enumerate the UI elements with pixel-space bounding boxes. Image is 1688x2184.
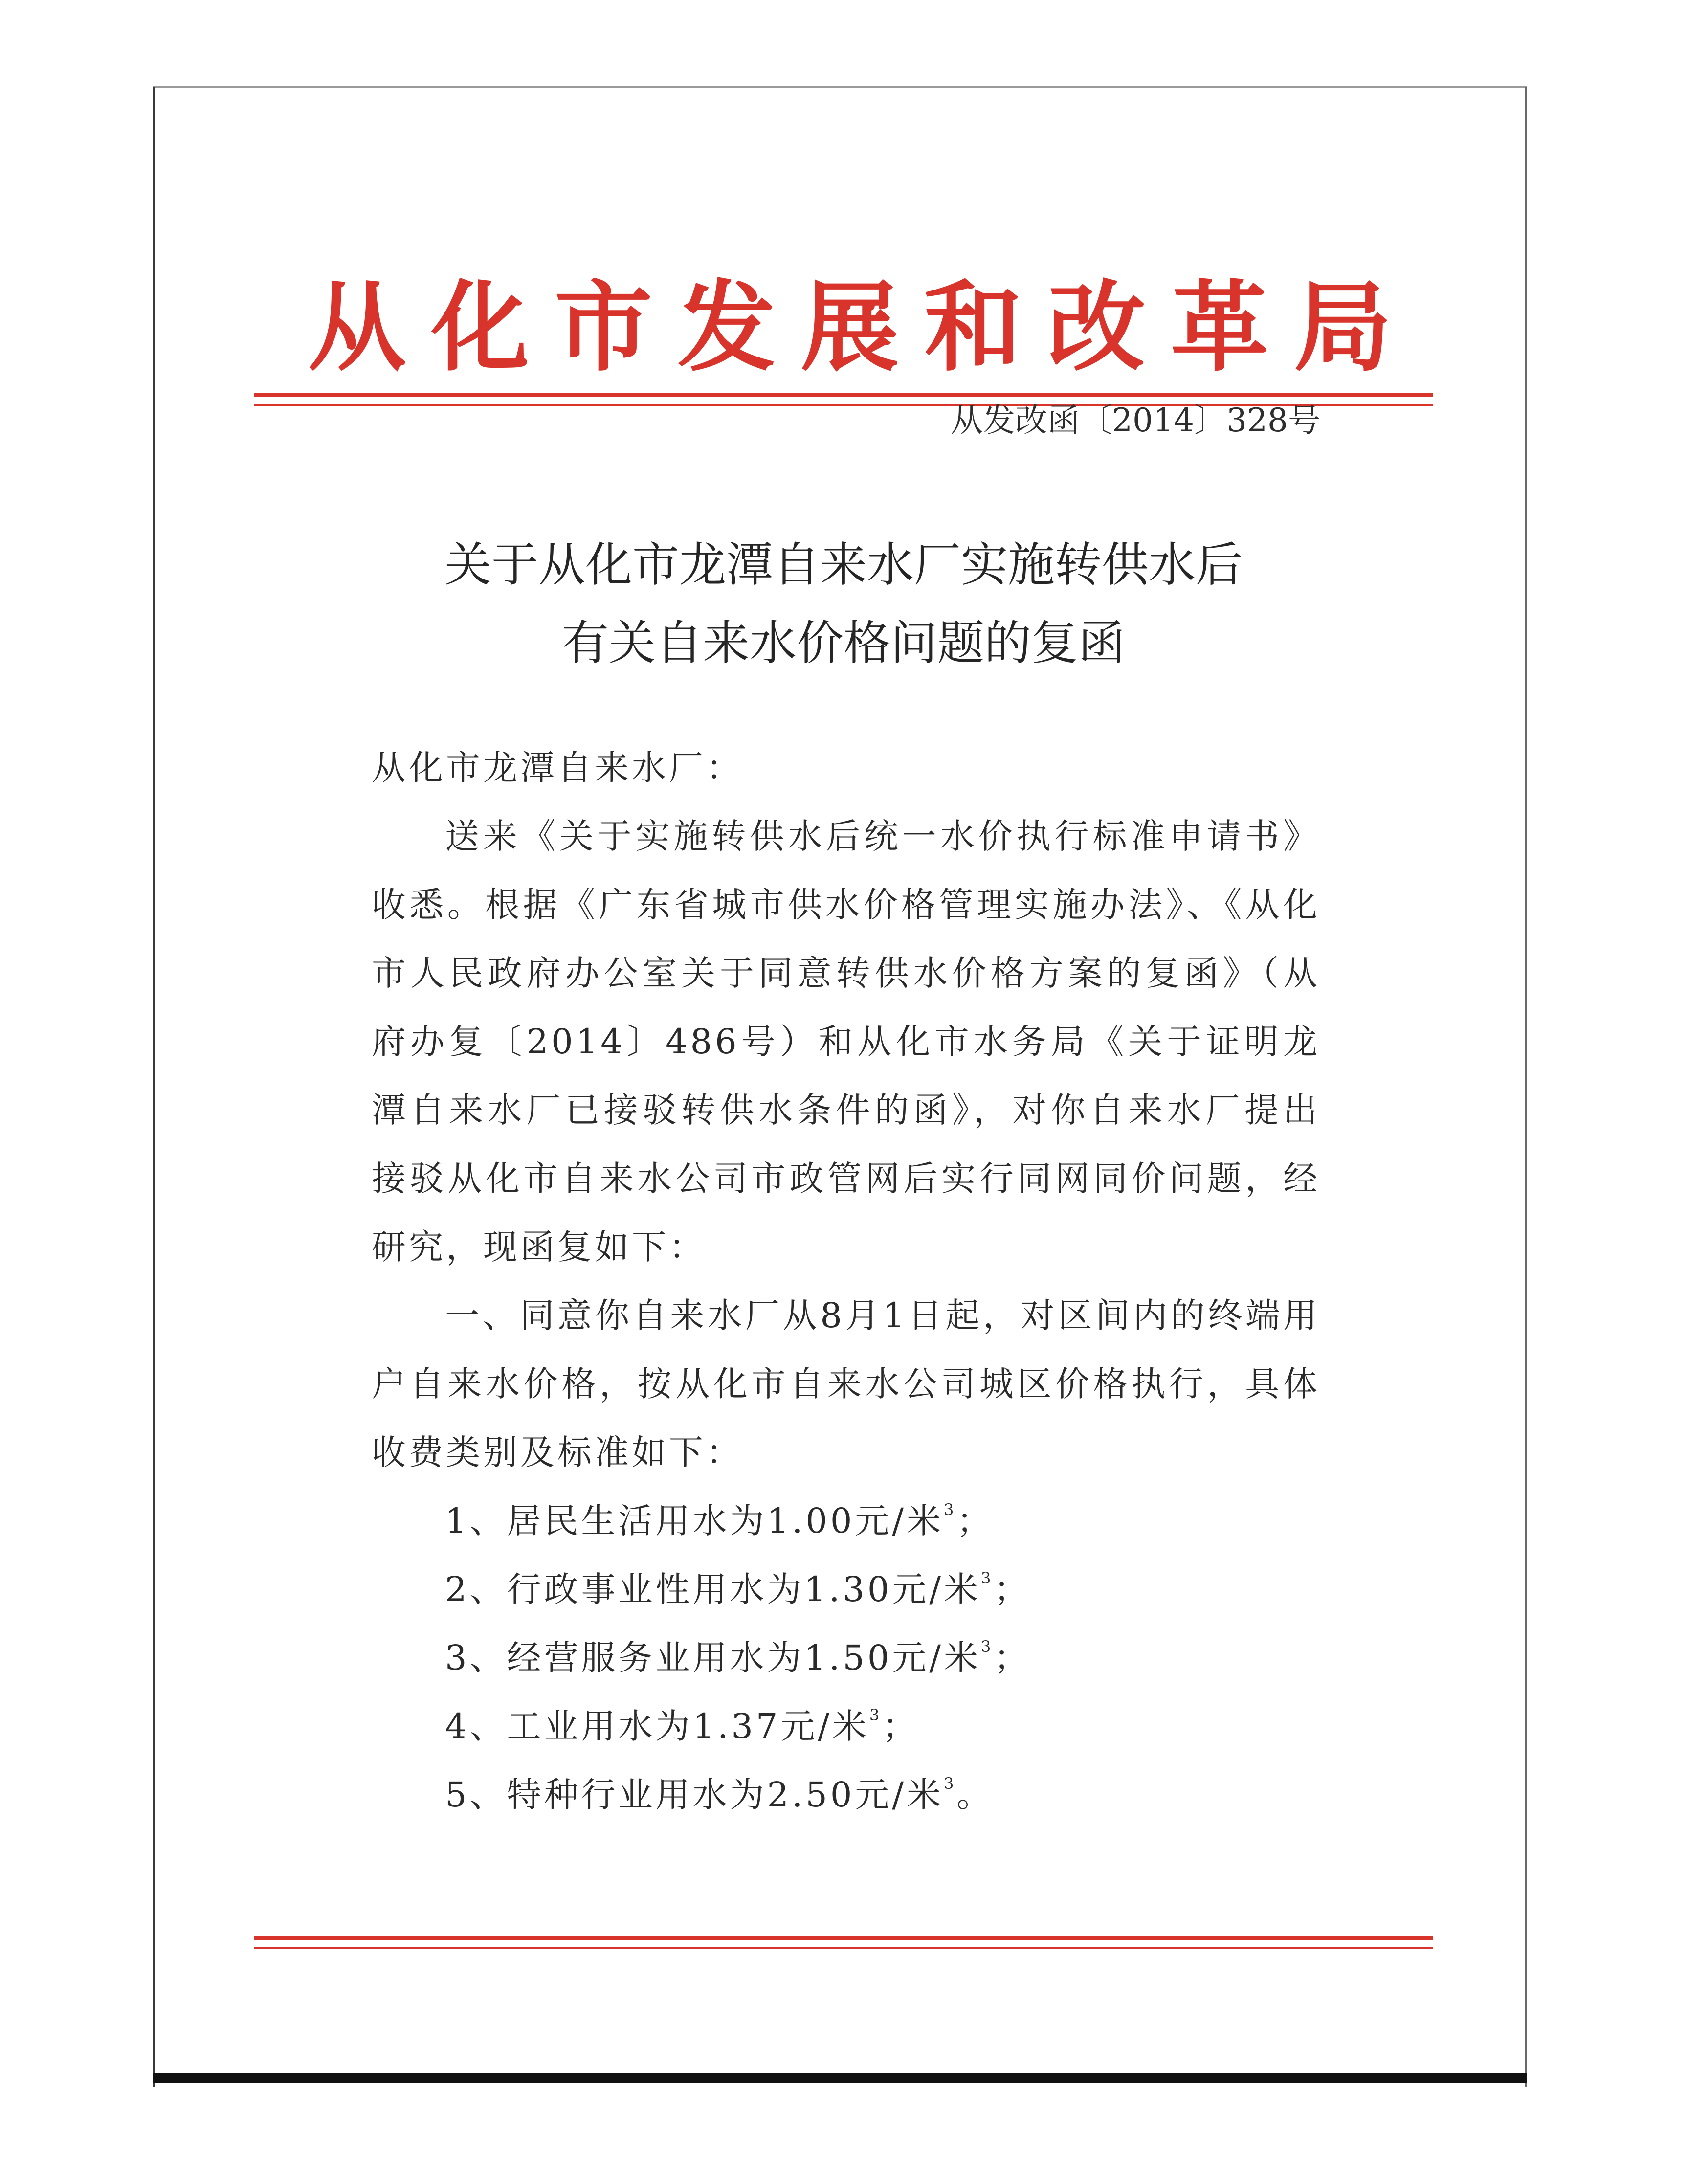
scan-edge-bottom	[153, 2073, 1527, 2083]
letterhead-rule-thick	[254, 393, 1433, 397]
price-item	[372, 1555, 1320, 1624]
footer-rule-thin	[254, 1947, 1433, 1949]
price-item	[372, 1487, 1320, 1555]
price-item	[372, 1624, 1320, 1692]
letter-body	[372, 734, 1320, 1829]
footer-rule-thick	[254, 1936, 1433, 1940]
price-item-exponent: 3	[943, 1774, 957, 1793]
document-number: 从发改函〔2014〕328号	[951, 401, 1320, 439]
scan-edge-left	[153, 87, 155, 2087]
price-item-end: ；	[956, 1501, 994, 1541]
price-item-end: 。	[956, 1775, 994, 1815]
price-item-exponent: 3	[980, 1637, 994, 1656]
price-item	[372, 1692, 1320, 1761]
item-one-paragraph: 一、同意你自来水厂从8月1日起，对区间内的终端用户自来水价格，按从化市自来水公司城区价格执行，具体收费类别及标准如下：	[372, 1295, 1320, 1472]
price-item-text: 3、经营服务业用水为1.50元/米	[445, 1638, 981, 1678]
price-item-end: ；	[882, 1706, 920, 1746]
price-item-end: ；	[994, 1638, 1031, 1678]
document-title	[274, 526, 1413, 682]
document-title-line-1: 关于从化市龙潭自来水厂实施转供水后	[444, 537, 1243, 592]
scan-edge-right	[1525, 87, 1527, 2087]
issuer-letterhead: 从化市发展和改革局	[308, 270, 1418, 385]
price-item-exponent: 3	[943, 1500, 957, 1519]
price-item-text: 2、行政事业性用水为1.30元/米	[445, 1569, 981, 1609]
price-item-exponent: 3	[980, 1569, 994, 1587]
intro-paragraph: 送来《关于实施转供水后统一水价执行标准申请书》收悉。根据《广东省城市供水价格管理实施办法》、《从化市人民政府办公室关于同意转供水价格方案的复函》（从府办复〔2014〕486号）和从化市水务局《关于证明龙潭自来水厂已接驳转供水条件的函》，对你自来水厂提出接驳从化市自来水公司市政管网后实行同网同价问题，经研究，现函复如下：	[372, 816, 1320, 1267]
price-item	[372, 1761, 1320, 1829]
price-item-exponent: 3	[869, 1706, 883, 1724]
scan-edge-top	[153, 86, 1527, 88]
price-item-text: 5、特种行业用水为2.50元/米	[445, 1775, 944, 1815]
document-title-line-2: 有关自来水价格问题的复函	[562, 616, 1125, 670]
price-item-text: 4、工业用水为1.37元/米	[445, 1706, 869, 1746]
addressee: 从化市龙潭自来水厂：	[372, 748, 743, 788]
price-item-text: 1、居民生活用水为1.00元/米	[445, 1501, 944, 1541]
price-item-end: ；	[994, 1569, 1031, 1609]
